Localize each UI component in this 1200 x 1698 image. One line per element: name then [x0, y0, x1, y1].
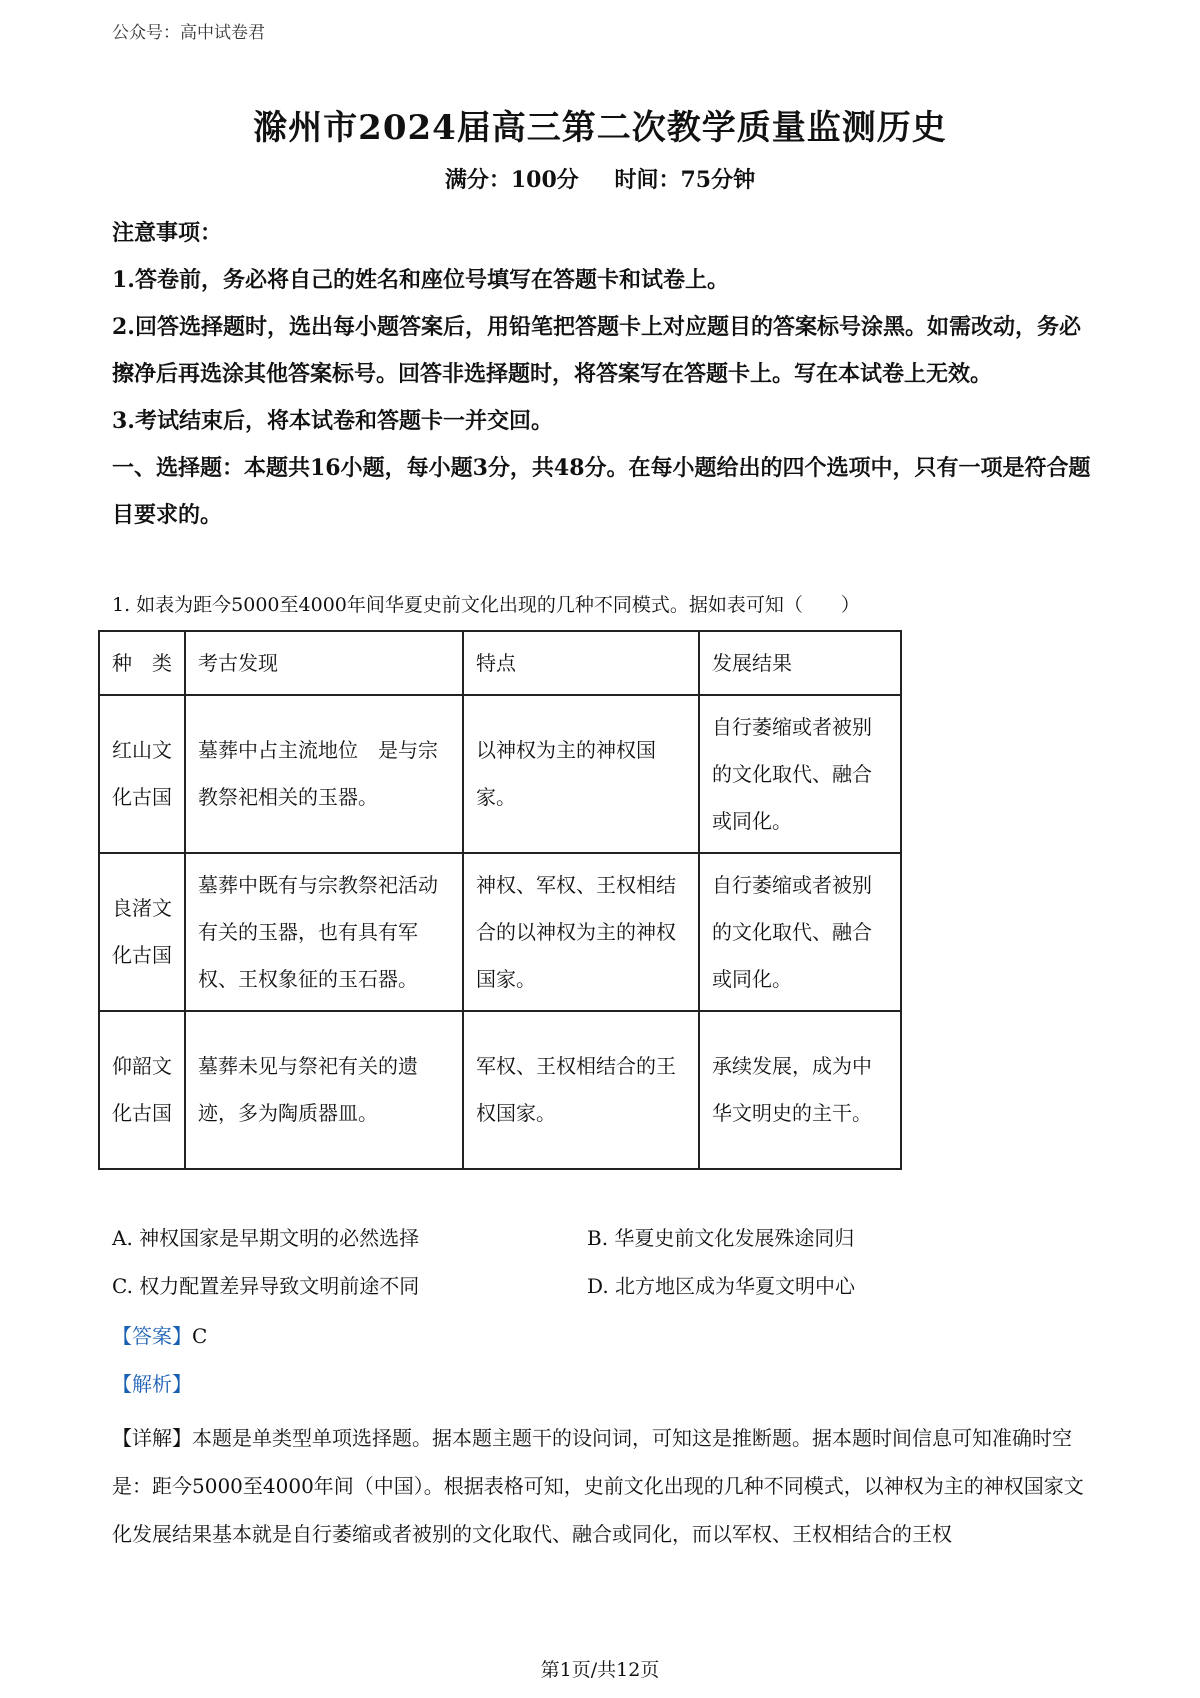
- answer-line: [112, 1320, 207, 1349]
- table-row: [99, 695, 901, 853]
- table-cell: 墓葬未见与祭祀有关的遗迹，多为陶质器皿。: [185, 1011, 463, 1169]
- table-cell: 自行萎缩或者被别的文化取代、融合或同化。: [699, 853, 901, 1011]
- notes-heading: 注意事项：: [112, 220, 223, 246]
- table-cell: 良渚文化古国: [99, 853, 185, 1011]
- page-title: 滁州市2024届高三第二次教学质量监测历史: [253, 108, 947, 148]
- exam-time: 时间：75分钟: [614, 167, 756, 193]
- answer-options: [112, 1222, 1062, 1318]
- detail-tag: 【详解】: [112, 1426, 192, 1450]
- note-item-2: 2.回答选择题时，选出每小题答案后，用铅笔把答题卡上对应题目的答案标号涂黑。如需改动，务必擦净后再选涂其他答案标号。回答非选择题时，将答案写在答题卡上。写在本试卷上无效。: [112, 314, 1081, 387]
- section-heading: 一、选择题：本题共16小题，每小题3分，共48分。在每小题给出的四个选项中，只有一项是符合题目要求的。: [112, 455, 1091, 528]
- table-cell: 军权、王权相结合的王权国家。: [463, 1011, 699, 1169]
- table-row: [99, 853, 901, 1011]
- culture-table: [98, 630, 902, 1170]
- option-d: D. 北方地区成为华夏文明中心: [587, 1274, 856, 1298]
- table-header: 特点: [463, 631, 699, 695]
- table-header: 考古发现: [185, 631, 463, 695]
- option-c: C. 权力配置差异导致文明前途不同: [112, 1274, 420, 1298]
- option-b: B. 华夏史前文化发展殊途同归: [587, 1226, 855, 1250]
- table-cell: 神权、军权、王权相结合的以神权为主的神权国家。: [463, 853, 699, 1011]
- answer-tag: 【答案】: [112, 1324, 192, 1348]
- table-cell: 墓葬中占主流地位 是与宗教祭祀相关的玉器。: [185, 695, 463, 853]
- table-cell: 自行萎缩或者被别的文化取代、融合或同化。: [699, 695, 901, 853]
- note-item-1: 1.答卷前，务必将自己的姓名和座位号填写在答题卡和试卷上。: [112, 267, 729, 293]
- detail-text: 本题是单类型单项选择题。据本题主题干的设问词，可知这是推断题。据本题时间信息可知准确时空是：距今5000至4000年间（中国）。根据表格可知，史前文化出现的几种不同模式，以神权为主的神权国家文化发展结果基本就是自行萎缩或者被别的文化取代、融合或同化，而以军权、王权相结合的王权: [112, 1426, 1084, 1546]
- table-row: [99, 1011, 901, 1169]
- table-header: 发展结果: [699, 631, 901, 695]
- header-note: 公众号：高中试卷君: [112, 23, 265, 43]
- full-score: 满分：100分: [444, 167, 579, 193]
- detail-paragraph: [112, 1414, 1102, 1558]
- table-header-row: [99, 631, 901, 695]
- table-cell: 墓葬中既有与宗教祭祀活动有关的玉器，也有具有军权、王权象征的玉石器。: [185, 853, 463, 1011]
- option-a: A. 神权国家是早期文明的必然选择: [112, 1226, 420, 1250]
- table-header: 种类: [99, 631, 185, 695]
- table-cell: 以神权为主的神权国家。: [463, 695, 699, 853]
- note-item-3: 3.考试结束后，将本试卷和答题卡一并交回。: [112, 408, 553, 434]
- table-cell: 红山文化古国: [99, 695, 185, 853]
- analysis-line: [112, 1368, 192, 1397]
- analysis-tag: 【解析】: [112, 1372, 192, 1396]
- table-cell: 承续发展，成为中华文明史的主干。: [699, 1011, 901, 1169]
- table-cell: 仰韶文化古国: [99, 1011, 185, 1169]
- exam-info: [0, 163, 1200, 194]
- question-1-stem: 1. 如表为距今5000至4000年间华夏史前文化出现的几种不同模式。据如表可知（ ）: [112, 594, 860, 616]
- answer-value: C: [192, 1324, 208, 1348]
- page-number: 第1页/共12页: [540, 1659, 660, 1681]
- exam-notes: [112, 210, 1102, 539]
